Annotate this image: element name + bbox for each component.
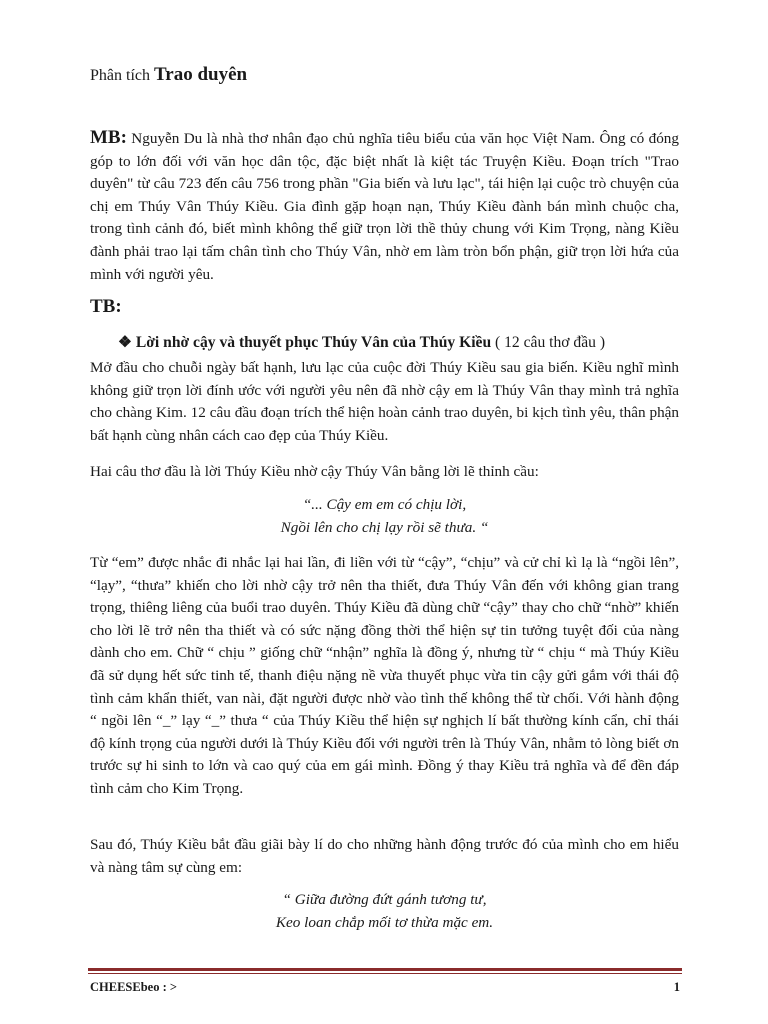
section-heading-bold: Lời nhờ cậy và thuyết phục Thúy Vân của Thúy Kiều — [135, 334, 492, 351]
footer-author: CHEESEbeo : > — [90, 980, 177, 994]
verse-2-line-1: “ Giữa đường đứt gánh tương tư, — [282, 891, 487, 908]
mb-text: Nguyễn Du là nhà thơ nhân đạo chủ nghĩa tiêu biểu của văn học Việt Nam. Ông có đóng góp to lớn đối với văn học dân tộc, đặc biệt nhất là kiệt tác Truyện Kiều. Đoạn trích "Trao duyên" từ câu 723 đến câu 756 trong phần "Gia biến và lưu lạc", tái hiện lại cuộc trò chuyện của chị em Thúy Vân Thúy Kiều. Gia đình gặp hoạn nạn, Thúy Kiều đành bán mình chuộc cha, trong tình cảnh đó, biết mình không thể giữ trọn lời thề thủy chung với Kim Trọng, nàng Kiều đành phải trao lại tấm chân tình cho Thúy Vân, nhờ em làm tròn bổn phận, giữ trọn lời hứa của mình với người yêu. — [90, 130, 679, 283]
paragraph-2: Hai câu thơ đầu là lời Thúy Kiều nhờ cậy Thúy Vân bằng lời lẽ thỉnh cầu: — [90, 463, 539, 480]
page-number: 1 — [673, 980, 680, 994]
title-prefix: Phân tích — [90, 67, 154, 84]
tb-heading: TB: — [90, 296, 122, 317]
verse-1-line-2: Ngồi lên cho chị lạy rồi sẽ thưa. “ — [280, 518, 489, 536]
paragraph-4: Sau đó, Thúy Kiều bắt đầu giãi bày lí do cho những hành động trước đó của mình cho em hiểu và nàng tâm sự cùng em: — [90, 836, 679, 876]
verse-1 — [90, 494, 679, 539]
verse-1-line-1: “... Cậy em em có chịu lời, — [302, 496, 467, 513]
footer-rule-thin — [88, 973, 682, 974]
paragraph-1: Mở đầu cho chuỗi ngày bất hạnh, lưu lạc của cuộc đời Thúy Kiều sau gia biến. Kiều nghĩ mình không giữ trọn lời đính ước với người yêu nên đã nhờ cậy em là Thúy Vân thay mình trả nghĩa cho chàng Kim. 12 câu đầu đoạn trích thể hiện hoàn cảnh trao duyên, bi kịch tình yêu, thân phận bất hạnh cùng nhân cách cao đẹp của Thúy Kiều. — [90, 359, 679, 444]
section-heading — [118, 333, 605, 352]
verse-2-line-2: Keo loan chắp mối tơ thừa mặc em. — [275, 913, 494, 931]
mb-label: MB: — [90, 127, 127, 148]
footer-rule-thick — [88, 968, 682, 971]
document-title — [90, 64, 247, 86]
section-heading-note: ( 12 câu thơ đầu ) — [491, 334, 606, 351]
verse-2 — [90, 889, 679, 934]
paragraph-3: Từ “em” được nhắc đi nhắc lại hai lần, đi liền với từ “cậy”, “chịu” và cử chỉ kì lạ là “ngồi lên”, “lạy”, “thưa” khiến cho lời nhờ cậy trở nên tha thiết, đưa Thúy Vân đến với không gian trang trọng, thiêng liêng của buổi trao duyên. Thúy Kiều đã dùng chữ “cậy” thay cho chữ “nhờ” khiến cho lời lẽ trở nên tha thiết và có sức nặng đồng thời thể hiện sự tin tưởng tuyệt đối của nàng dành cho em. Chữ “ chịu ” giống chữ “nhận” nghĩa là đồng ý, nhưng từ “ chịu “ mà Thúy Kiều đã sử dụng hết sức tinh tế, thanh điệu nặng nề vừa thuyết phục vừa tin cậy gửi gắm với thái độ tình cảm khẩn thiết, van nài, đặt người được nhờ vào tình thế không thể từ chối. Với hành động “ ngồi lên “_” lạy “_” thưa “ của Thúy Kiều thể hiện sự nghịch lí bất thường kính cẩn, chỉ thái độ kính trọng của người dưới là Thúy Kiều đối với người trên là Thúy Vân, nhằm tỏ lòng biết ơn trước sự hi sinh to lớn và cao quý của em gái mình. Đồng ý thay Kiều trả nghĩa và để đền đáp tình cảm cho Kim Trọng. — [90, 554, 679, 797]
diamond-bullet-icon: ❖ — [118, 334, 132, 351]
mb-paragraph — [90, 127, 679, 286]
title-main: Trao duyên — [154, 64, 248, 85]
